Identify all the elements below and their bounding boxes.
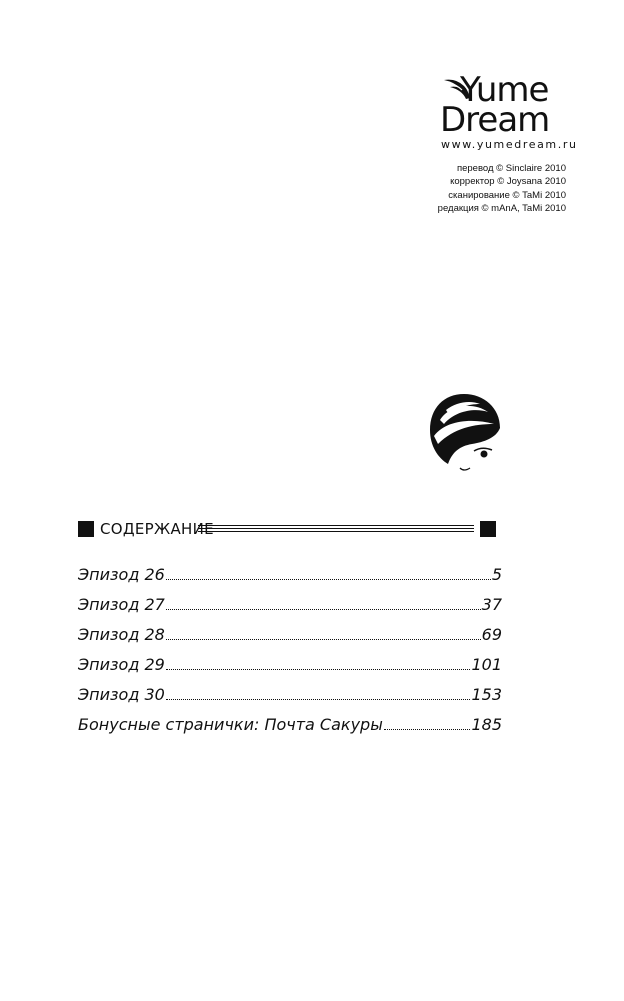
toc-header (78, 518, 496, 540)
toc-entry[interactable] (78, 715, 502, 745)
toc-entry[interactable] (78, 685, 502, 715)
credit-editing: редакция © mAnA, TaMi 2010 (437, 202, 566, 214)
credit-translation: перевод © Sinclaire 2010 (456, 163, 566, 174)
toc-entry[interactable] (78, 595, 502, 625)
toc-leader-dots (166, 609, 481, 610)
header-rule (198, 528, 474, 529)
toc-entry-page: 37 (481, 595, 502, 614)
logo-text-dream: Dream (440, 100, 550, 140)
toc-entry-page: 69 (481, 625, 502, 644)
header-rule (198, 531, 474, 532)
toc-entry-label: Эпизод 30 (78, 685, 165, 704)
square-bullet-icon (480, 521, 496, 537)
toc-entry-label: Эпизод 29 (78, 655, 165, 674)
toc-entry-page: 5 (491, 565, 502, 584)
toc-entry[interactable] (78, 625, 502, 655)
toc-entry[interactable] (78, 655, 502, 685)
toc-entry-label: Эпизод 26 (78, 565, 165, 584)
toc-entry-label: Бонусные странички: Почта Сакуры (78, 715, 383, 734)
header-rule (198, 525, 474, 526)
toc-leader-dots (166, 639, 481, 640)
logo-text-yume: Yume (460, 70, 549, 110)
toc-leader-dots (166, 669, 471, 670)
credit-proofreader: корректор © Joysana 2010 (450, 176, 566, 188)
square-bullet-icon (78, 521, 94, 537)
toc-title: СОДЕРЖАНИЕ (100, 520, 214, 538)
stylized-face-emblem-icon (426, 390, 502, 474)
toc-leader-dots (166, 699, 471, 700)
toc-leader-dots (384, 729, 471, 730)
toc-entry-page: 101 (471, 655, 502, 674)
toc-entry-label: Эпизод 28 (78, 625, 165, 644)
toc-leader-dots (166, 579, 491, 580)
toc-entry[interactable] (78, 565, 502, 595)
toc-entry-page: 153 (471, 685, 502, 704)
credits-block (438, 162, 566, 215)
logo-url: www.yumedream.ru (441, 138, 578, 151)
toc-list (78, 565, 502, 745)
toc-entry-label: Эпизод 27 (78, 595, 165, 614)
toc-entry-page: 185 (471, 715, 502, 734)
credit-scanning: сканирование © TaMi 2010 (448, 189, 566, 201)
